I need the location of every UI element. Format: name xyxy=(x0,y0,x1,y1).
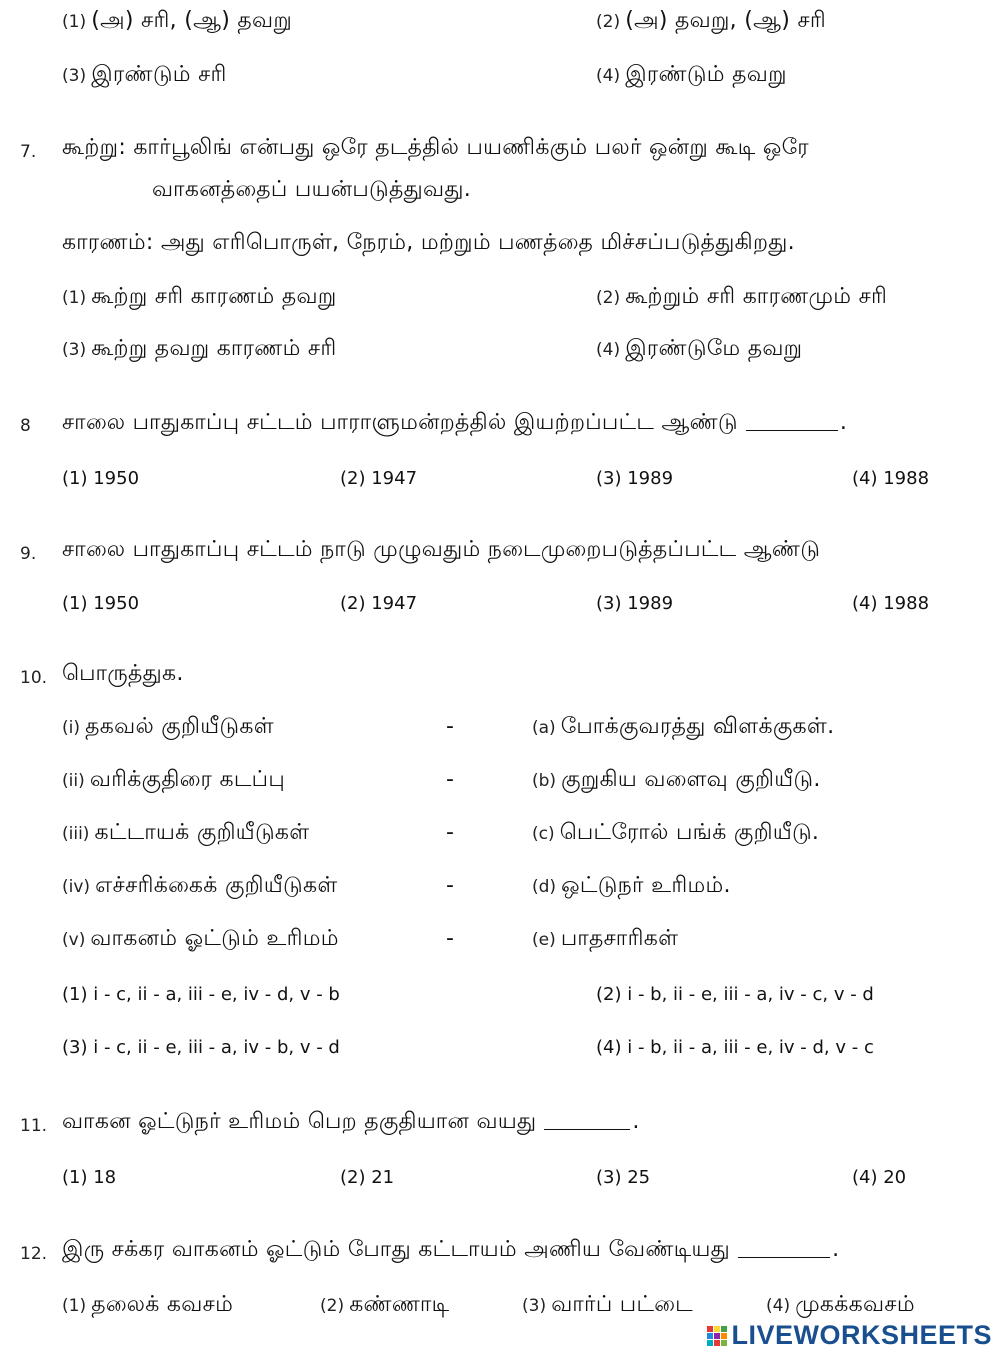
option-number: (1) xyxy=(62,12,87,32)
match-right-number: (d) xyxy=(532,877,557,897)
question-end: . xyxy=(632,1109,640,1134)
match-right-text: போக்குவரத்து விளக்குகள். xyxy=(560,714,835,739)
match-left-item xyxy=(62,767,285,795)
option-item: (2) 1947 xyxy=(340,593,418,614)
option-item: (2) 1947 xyxy=(340,468,418,489)
option-text: (அ) தவறு, (ஆ) சரி xyxy=(625,8,827,33)
question-number: 9. xyxy=(20,544,37,564)
match-right-number: (b) xyxy=(532,771,557,791)
question-text: பொருத்துக. xyxy=(62,661,184,686)
option-number: (1) xyxy=(62,1296,87,1316)
option-item: (3) 25 xyxy=(596,1167,651,1188)
option-text: (அ) சரி, (ஆ) தவறு xyxy=(91,8,293,33)
option-row xyxy=(62,284,337,312)
question-text-body: இரு சக்கர வாகனம் ஓட்டும் போது கட்டாயம் அணிய வேண்டியது xyxy=(62,1237,731,1262)
match-left-text: கட்டாயக் குறியீடுகள் xyxy=(94,820,310,845)
option-item: (1) 18 xyxy=(62,1167,117,1188)
match-left-text: எச்சரிக்கைக் குறியீடுகள் xyxy=(95,873,338,898)
match-left-number: (i) xyxy=(62,718,80,738)
option-number: (2) xyxy=(596,288,621,308)
match-left-item xyxy=(62,820,309,848)
option-text: கூற்று சரி காரணம் தவறு xyxy=(91,284,337,309)
option-item xyxy=(320,1292,449,1320)
match-right-number: (a) xyxy=(532,718,556,738)
question-number: 11. xyxy=(20,1116,48,1136)
answer-blank xyxy=(746,430,838,431)
option-item xyxy=(522,1292,693,1320)
option-text: இரண்டுமே தவறு xyxy=(625,336,803,361)
match-right-text: பாதசாரிகள் xyxy=(560,926,679,951)
question-reason: காரணம்: அது எரிபொருள், நேரம், மற்றும் பணத்தை மிச்சப்படுத்துகிறது. xyxy=(62,230,795,255)
option-number: (3) xyxy=(522,1296,547,1316)
match-right-number: (e) xyxy=(532,930,556,950)
match-left-item xyxy=(62,714,274,742)
option-row xyxy=(62,8,292,36)
question-number: 7. xyxy=(20,142,37,162)
match-left-item xyxy=(62,926,339,954)
question-number: 8 xyxy=(20,416,31,436)
liveworksheets-logo-icon xyxy=(707,1326,727,1346)
option-item: (4) 20 xyxy=(852,1167,907,1188)
option-text: கண்ணாடி xyxy=(349,1292,450,1317)
question-end: . xyxy=(839,410,848,435)
match-left-text: தகவல் குறியீடுகள் xyxy=(85,714,274,739)
option-text: இரண்டும் தவறு xyxy=(625,62,787,87)
option-text: முகக்கவசம் xyxy=(795,1292,915,1317)
question-text-body: சாலை பாதுகாப்பு சட்டம் பாராளுமன்றத்தில் இயற்றப்பட்ட ஆண்டு xyxy=(62,410,738,435)
option-item: (1) 1950 xyxy=(62,468,140,489)
question-number: 12. xyxy=(20,1244,48,1264)
option-row xyxy=(596,62,787,90)
match-right-text: ஒட்டுநர் உரிமம். xyxy=(561,873,731,898)
match-dash: - xyxy=(446,820,455,845)
question-text-body: வாகன ஓட்டுநர் உரிமம் பெற தகுதியான வயது xyxy=(62,1109,537,1134)
option-item: (4) i - b, ii - a, iii - e, iv - d, v - c xyxy=(596,1037,874,1058)
match-dash: - xyxy=(446,873,455,898)
option-item: (1) i - c, ii - a, iii - e, iv - d, v - b xyxy=(62,984,340,1005)
match-dash: - xyxy=(446,714,455,739)
option-number: (4) xyxy=(596,66,621,86)
match-right-item xyxy=(532,926,678,954)
option-number: (3) xyxy=(62,340,87,360)
match-dash: - xyxy=(446,926,455,951)
match-left-number: (iv) xyxy=(62,877,91,897)
option-item xyxy=(766,1292,915,1320)
option-text: வார்ப் பட்டை xyxy=(551,1292,693,1317)
question-number: 10. xyxy=(20,668,48,688)
match-left-text: வரிக்குதிரை கடப்பு xyxy=(89,767,286,792)
option-text: தலைக் கவசம் xyxy=(91,1292,234,1317)
option-number: (3) xyxy=(62,66,87,86)
match-dash: - xyxy=(446,767,455,792)
option-number: (2) xyxy=(596,12,621,32)
option-text: இரண்டும் சரி xyxy=(91,62,227,87)
option-item: (3) i - c, ii - e, iii - a, iv - b, v - d xyxy=(62,1037,340,1058)
match-right-item xyxy=(532,767,821,795)
match-left-number: (iii) xyxy=(62,824,90,844)
match-right-text: குறுகிய வளைவு குறியீடு. xyxy=(561,767,821,792)
option-row xyxy=(596,284,887,312)
option-row xyxy=(596,8,826,36)
match-left-text: வாகனம் ஓட்டும் உரிமம் xyxy=(90,926,339,951)
match-left-number: (v) xyxy=(62,930,86,950)
question-end: . xyxy=(832,1237,840,1262)
option-item: (3) 1989 xyxy=(596,468,674,489)
question-text xyxy=(62,1109,640,1137)
option-row xyxy=(62,62,227,90)
liveworksheets-watermark xyxy=(707,1320,992,1351)
option-row xyxy=(62,336,337,364)
option-item: (2) 21 xyxy=(340,1167,395,1188)
option-item: (2) i - b, ii - e, iii - a, iv - c, v - d xyxy=(596,984,874,1005)
question-text: வாகனத்தைப் பயன்படுத்துவது. xyxy=(152,177,472,202)
option-item: (1) 1950 xyxy=(62,593,140,614)
option-item: (4) 1988 xyxy=(852,468,930,489)
option-number: (4) xyxy=(596,340,621,360)
option-text: கூற்றும் சரி காரணமும் சரி xyxy=(625,284,888,309)
match-right-text: பெட்ரோல் பங்க் குறியீடு. xyxy=(559,820,820,845)
option-number: (2) xyxy=(320,1296,345,1316)
watermark-text: LIVEWORKSHEETS xyxy=(731,1320,992,1350)
match-left-item xyxy=(62,873,338,901)
question-text xyxy=(62,1237,839,1265)
answer-blank xyxy=(544,1129,630,1130)
match-right-item xyxy=(532,820,819,848)
option-item xyxy=(62,1292,233,1320)
question-text: சாலை பாதுகாப்பு சட்டம் நாடு முழுவதும் நடைமுறைபடுத்தப்பட்ட ஆண்டு xyxy=(62,537,821,562)
option-item: (4) 1988 xyxy=(852,593,930,614)
match-right-number: (c) xyxy=(532,824,555,844)
option-number: (1) xyxy=(62,288,87,308)
option-number: (4) xyxy=(766,1296,791,1316)
match-right-item xyxy=(532,873,731,901)
option-text: கூற்று தவறு காரணம் சரி xyxy=(91,336,337,361)
question-text: கூற்று: கார்பூலிங் என்பது ஒரே தடத்தில் பயணிக்கும் பலர் ஒன்று கூடி ஒரே xyxy=(62,135,809,160)
answer-blank xyxy=(738,1257,830,1258)
option-item: (3) 1989 xyxy=(596,593,674,614)
match-left-number: (ii) xyxy=(62,771,85,791)
match-right-item xyxy=(532,714,834,742)
option-row xyxy=(596,336,802,364)
question-text xyxy=(62,410,847,438)
